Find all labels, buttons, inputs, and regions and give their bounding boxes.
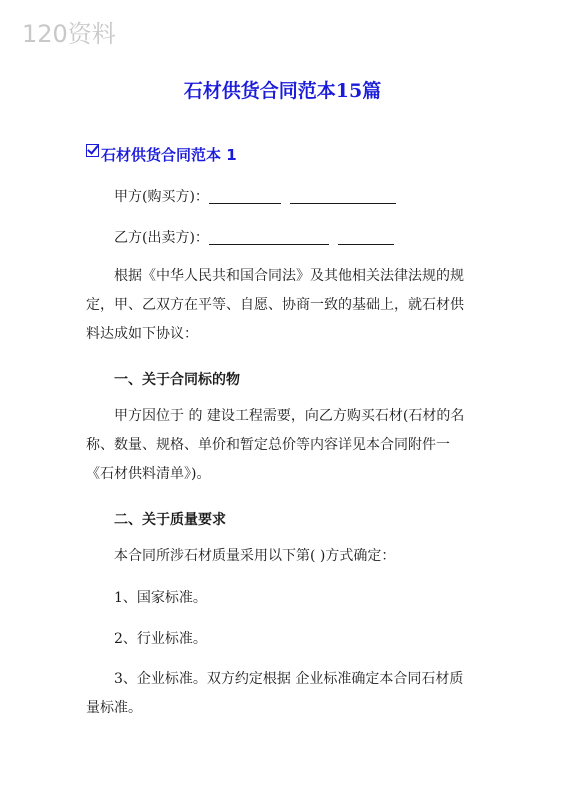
- intro-line-1: 根据《中华人民共和国合同法》及其他相关法律法规的规: [114, 268, 464, 284]
- checkbox-icon: [86, 144, 99, 157]
- party-a-line: [86, 183, 506, 211]
- party-a-blank-1[interactable]: [209, 189, 281, 204]
- article-1-line-1: 甲方因位于 的 建设工程需要，向乙方购买石材(石材的名: [114, 408, 465, 424]
- party-b-blank-2[interactable]: [338, 230, 394, 245]
- party-b-blank-1[interactable]: [209, 230, 329, 245]
- article-1-heading: 一、关于合同标的物: [114, 372, 240, 388]
- article-1-line-2: 称、数量、规格、单价和暂定总价等内容详见本合同附件一: [86, 437, 450, 453]
- section-title-text: 石材供货合同范本 1: [101, 146, 237, 164]
- document-title: 石材供货合同范本15篇: [183, 80, 382, 102]
- article-2-item-3-line-1: 3、企业标准。双方约定根据 企业标准确定本合同石材质: [114, 671, 464, 687]
- intro-line-3: 料达成如下协议：: [86, 326, 198, 342]
- article-2-item-2: 2、行业标准。: [114, 631, 207, 647]
- intro-line-2: 定，甲、乙双方在平等、自愿、协商一致的基础上，就石材供: [86, 297, 464, 313]
- watermark: 120资料: [22, 20, 116, 48]
- article-2-item-1: 1、国家标准。: [114, 590, 207, 606]
- article-1-line-3: 《石材供料清单》)。: [86, 466, 211, 482]
- article-2-item-3-line-2: 量标准。: [86, 700, 142, 716]
- party-a-label: 甲方(购买方)：: [114, 189, 209, 205]
- section-title: [86, 144, 237, 165]
- party-b-line: [86, 224, 506, 252]
- article-2-heading: 二、关于质量要求: [114, 512, 226, 528]
- party-b-label: 乙方(出卖方)：: [114, 230, 209, 246]
- article-2-line-1: 本合同所涉石材质量采用以下第( )方式确定：: [114, 548, 396, 564]
- party-a-blank-2[interactable]: [290, 189, 396, 204]
